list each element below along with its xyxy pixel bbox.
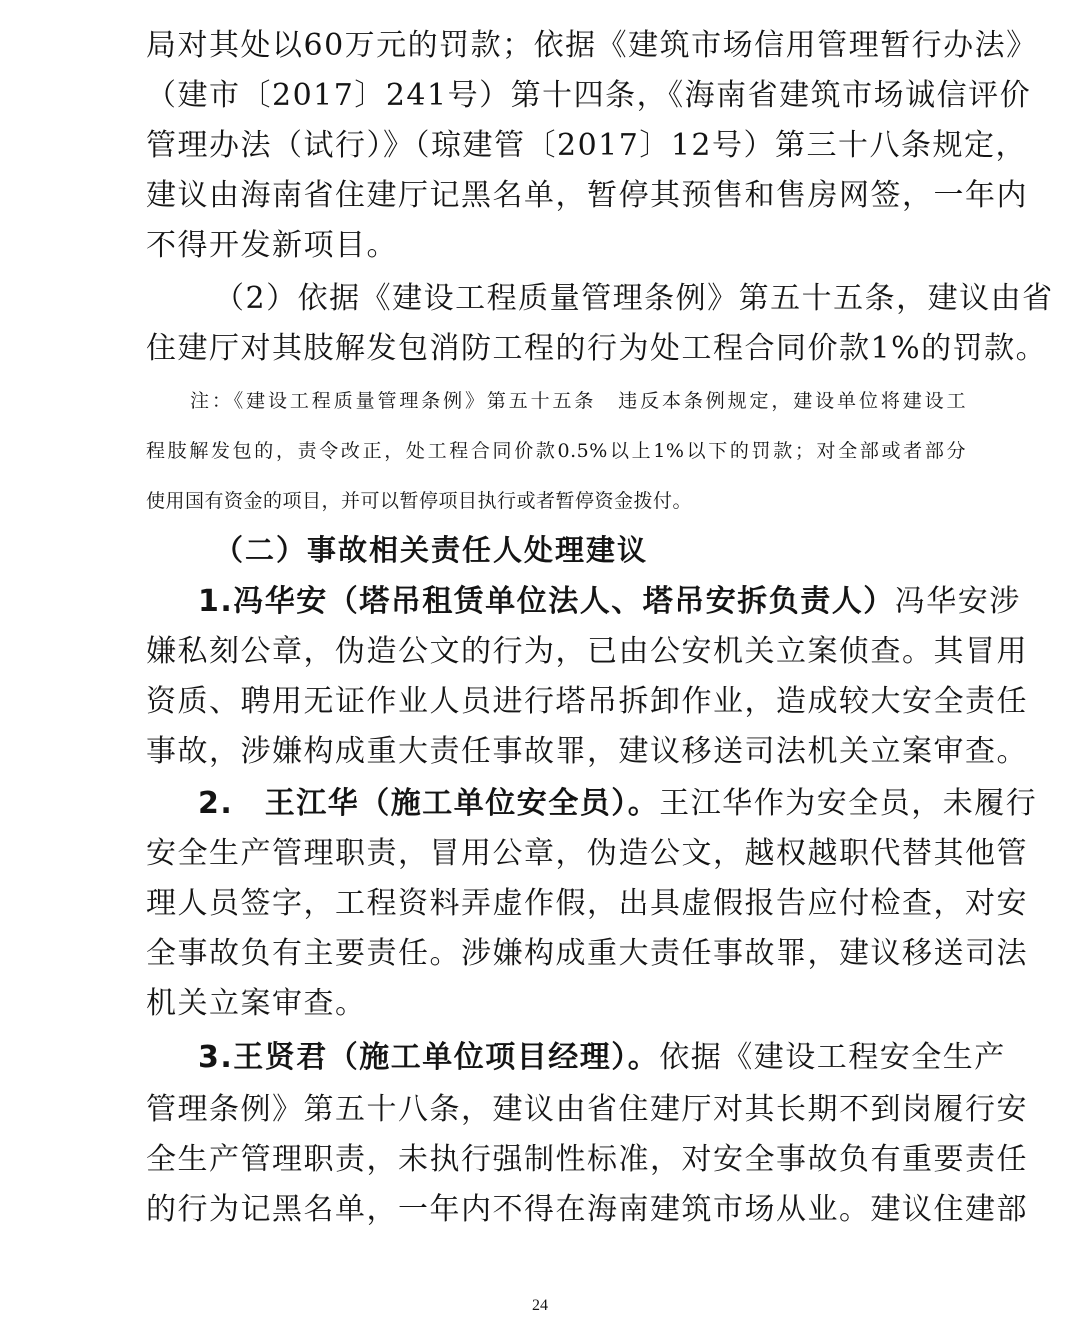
body-text-line: 管理条例》第五十八条，建议由省住建厅对其长期不到岗履行安 — [146, 1092, 1028, 1127]
page-number: 24 — [532, 1297, 548, 1314]
person-text: 依据《建设工程安全生产 — [659, 1040, 1006, 1075]
note-line: 注：《建设工程质量管理条例》第五十五条 违反本条例规定，建设单位将建设工 — [190, 390, 966, 412]
note-line: 程肢解发包的，责令改正，处工程合同价款0.5%以上1%以下的罚款；对全部或者部分 — [146, 440, 966, 462]
person-text: 王江华作为安全员，未履行 — [659, 786, 1038, 821]
body-text-line: 嫌私刻公章，伪造公文的行为，已由公安机关立案侦查。其冒用 — [146, 634, 1028, 669]
body-text-line: 全事故负有主要责任。涉嫌构成重大责任事故罪，建议移送司法 — [146, 936, 1028, 971]
section-heading: （二）事故相关责任人处理建议 — [214, 533, 649, 567]
person-title: 1.冯华安（塔吊租赁单位法人、塔吊安拆负责人） — [198, 584, 895, 619]
body-text-line: 管理办法（试行）》（琼建管〔2017〕12号）第三十八条规定， — [146, 128, 1028, 163]
person-paragraph-first-line — [198, 582, 1021, 622]
person-text: 冯华安涉 — [894, 584, 1021, 619]
body-text-line: 机关立案审查。 — [146, 986, 367, 1021]
body-text-line: （建市〔2017〕241号）第十四条，《海南省建筑市场诚信评价 — [146, 78, 1032, 113]
body-text-line: 理人员签字，工程资料弄虚作假，出具虚假报告应付检查，对安 — [146, 886, 1028, 921]
body-text-line: 安全生产管理职责，冒用公章，伪造公文，越权越职代替其他管 — [146, 836, 1028, 871]
note-line: 使用国有资金的项目，并可以暂停项目执行或者暂停资金拨付。 — [146, 490, 693, 512]
person-paragraph-first-line — [198, 784, 1038, 824]
person-title: 2. 王江华（施工单位安全员）。 — [198, 786, 660, 821]
body-text-line: 建议由海南省住建厅记黑名单，暂停其预售和售房网签，一年内 — [146, 178, 1028, 213]
body-text-line: （2）依据《建设工程质量管理条例》第五十五条，建议由省 — [214, 281, 1054, 316]
person-title: 3.王贤君（施工单位项目经理）。 — [198, 1040, 660, 1075]
body-text-line: 不得开发新项目。 — [146, 228, 398, 263]
body-text-line: 全生产管理职责，未执行强制性标准，对安全事故负有重要责任 — [146, 1142, 1028, 1177]
person-paragraph-first-line — [198, 1038, 1006, 1078]
body-text-line: 资质、聘用无证作业人员进行塔吊拆卸作业，造成较大安全责任 — [146, 684, 1028, 719]
body-text-line: 住建厅对其肢解发包消防工程的行为处工程合同价款1%的罚款。 — [146, 331, 1048, 366]
body-text-line: 局对其处以60万元的罚款；依据《建筑市场信用管理暂行办法》 — [146, 28, 1038, 63]
body-text-line: 事故，涉嫌构成重大责任事故罪，建议移送司法机关立案审查。 — [146, 734, 1028, 769]
body-text-line: 的行为记黑名单，一年内不得在海南建筑市场从业。建议住建部 — [146, 1192, 1028, 1227]
